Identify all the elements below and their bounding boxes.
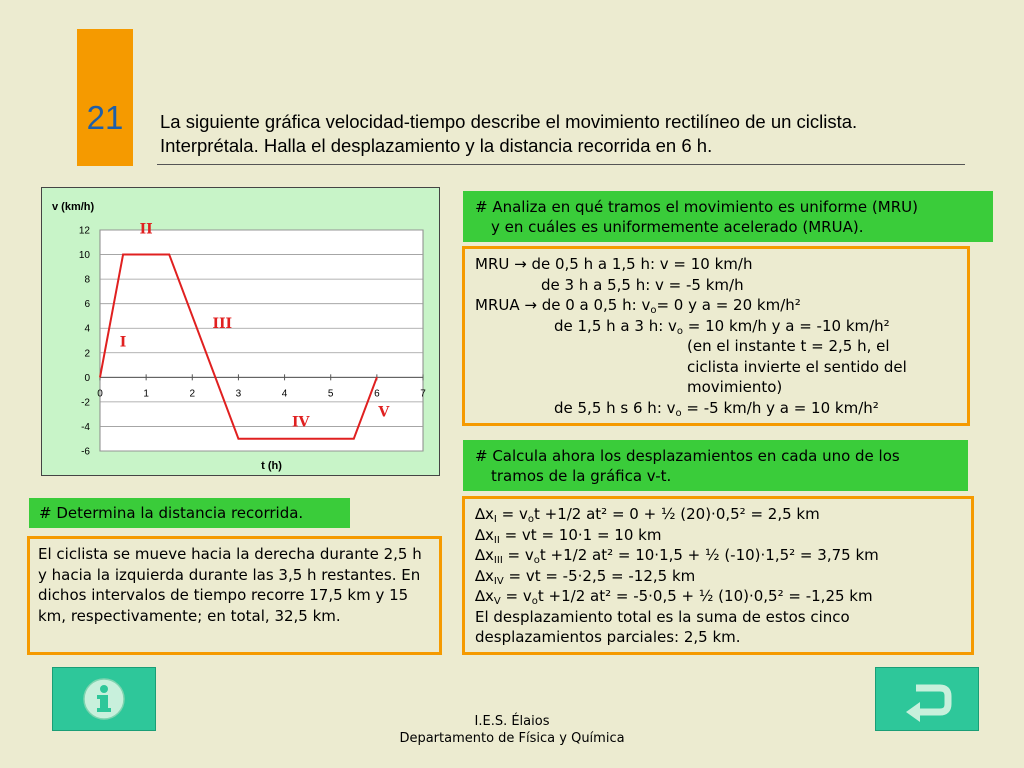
info-button[interactable] <box>52 667 156 731</box>
series-point <box>123 254 124 255</box>
y-tick-label: -2 <box>81 397 90 409</box>
segment-label: IV <box>292 414 310 431</box>
calc-header-box <box>463 440 968 491</box>
title-line-2: Interprétala. Halla el desplazamiento y la distancia recorrida en 6 h. <box>160 135 713 156</box>
slide-number: 21 <box>86 99 124 136</box>
dx-text-5: = v <box>500 587 532 605</box>
title-line-1: La siguiente gráfica velocidad-tiempo describe el movimiento rectilíneo de un ciclista. <box>160 111 858 132</box>
mrua-text-6: de 5,5 h s 6 h: v <box>554 398 676 417</box>
mru-line-2: de 3 h a 5,5 h: v = -5 km/h <box>541 275 744 294</box>
chart-svg <box>42 188 439 475</box>
segment-label: I <box>119 334 127 351</box>
mrua-text-1b: = 0 y a = 20 km/h² <box>656 296 801 314</box>
mrua-text-1: MRUA → de 0 a 0,5 h: v <box>475 296 651 314</box>
footer-school: I.E.S. Élaios <box>474 714 550 729</box>
y-tick-label: 4 <box>84 323 90 335</box>
x-tick-label: 0 <box>97 388 103 400</box>
distance-text-box <box>27 536 442 655</box>
info-icon <box>53 668 155 730</box>
mrua-text-6b: = -5 km/h y a = 10 km/h² <box>681 398 879 417</box>
analyze-header-line-1: # Analiza en qué tramos el movimiento es uniforme (MRU) <box>475 198 918 216</box>
segment-label: II <box>139 221 153 238</box>
y-tick-label: 8 <box>84 274 90 286</box>
footer <box>312 713 712 747</box>
distance-header: # Determina la distancia recorrida. <box>39 504 304 522</box>
dx-text-4: = vt = -5·2,5 = -12,5 km <box>503 566 696 585</box>
dx-text-3: = v <box>502 546 534 564</box>
dx-text-2: = vt = 10·1 = 10 km <box>499 525 662 544</box>
mrua-line-1: MRUA → de 0 a 0,5 h: $v_o= 0$ y a = 20 km/h² <box>475 296 801 316</box>
series-point <box>353 438 354 439</box>
segment-label: III <box>212 316 233 333</box>
distance-header-box <box>29 498 350 528</box>
series-point <box>169 254 170 255</box>
x-tick-label: 1 <box>143 388 149 400</box>
y-tick-label: 12 <box>78 225 90 237</box>
mrua-line-4: ciclista invierte el sentido del <box>687 357 907 376</box>
dx-line-2: $\Delta x_{II}$ = vt = 10·1 = 10 km <box>475 525 662 546</box>
distance-text: El ciclista se mueve hacia la derecha durante 2,5 h y hacia la izquierda durante las 3,5 h restantes. En dichos intervalos de tiempo recorre 17,5 km y 15 km, respectivamente; en total, 32,5 km. <box>38 545 422 625</box>
dx-text-1b: t +1/2 at² = 0 + ½ (20)·0,5² = 2,5 km <box>533 505 820 523</box>
y-tick-label: -6 <box>81 446 90 458</box>
mru-text-1: MRU → de 0,5 h a 1,5 h: v = 10 km/h <box>475 255 753 273</box>
back-button[interactable] <box>875 667 979 731</box>
y-tick-label: -4 <box>81 421 90 433</box>
y-tick-label: 10 <box>78 250 90 262</box>
x-tick-label: 4 <box>281 388 288 400</box>
y-tick-label: 6 <box>84 299 90 311</box>
dx-text-1: = v <box>496 505 528 523</box>
x-tick-label: 7 <box>420 388 426 400</box>
analyze-header-box <box>463 191 993 242</box>
total-line-2: desplazamientos parciales: 2,5 km. <box>475 628 741 646</box>
y-axis-label: v (km/h) <box>52 201 95 213</box>
mru-line-1 <box>475 254 959 275</box>
y-tick-label: 2 <box>84 348 90 360</box>
x-tick-label: 3 <box>235 388 242 400</box>
dx-text-5b: t +1/2 at² = -5·0,5 + ½ (10)·0,5² = -1,25 km <box>537 587 873 605</box>
segment-label: V <box>378 404 390 421</box>
mrua-text-2: de 1,5 h a 3 h: v <box>554 316 677 335</box>
slide-title <box>160 110 950 158</box>
series-point <box>238 438 239 439</box>
title-divider <box>157 164 965 165</box>
displacements-box <box>462 496 974 655</box>
return-arrow-icon <box>876 668 978 730</box>
dx-line-4: $\Delta x_{IV}$ = vt = -5·2,5 = -12,5 km <box>475 566 696 587</box>
analyze-header-line-2: y en cuáles es uniformemente acelerado (MRUA). <box>491 218 864 236</box>
dx-line-5: $\Delta x_V = v_ot +1/2$ at² = -5·0,5 + ½ (10)·0,5² = -1,25 km <box>475 587 873 607</box>
mrua-line-5: movimiento) <box>687 378 783 396</box>
dx-line-1: $\Delta x_I = v_ot +1/2$ at² = 0 + ½ (20)·0,5² = 2,5 km <box>475 505 820 525</box>
velocity-time-chart <box>41 187 440 476</box>
dx-line-3: $\Delta x_{III} = v_ot +1/2$ at² = 10·1,5 + ½ (-10)·1,5² = 3,75 km <box>475 546 879 566</box>
footer-department: Departamento de Física y Química <box>399 731 625 746</box>
mrua-line-2: de 1,5 h a 3 h: $v_o = 10$ km/h y a = -10 km/h² <box>554 316 890 337</box>
mrua-line-3: (en el instante t = 2,5 h, el <box>687 337 890 355</box>
mrua-text-2b: = 10 km/h y a = -10 km/h² <box>683 316 890 335</box>
series-point <box>100 377 101 378</box>
total-line-1: El desplazamiento total es la suma de estos cinco <box>475 607 850 626</box>
x-axis-label: t (h) <box>261 460 282 472</box>
x-tick-label: 6 <box>374 388 380 400</box>
x-tick-label: 5 <box>327 388 334 400</box>
dx-text-3b: t +1/2 at² = 10·1,5 + ½ (-10)·1,5² = 3,75 km <box>539 546 879 564</box>
slide-number-tag <box>77 29 133 166</box>
calc-header-line-1: # Calcula ahora los desplazamientos en cada uno de los <box>475 447 900 465</box>
x-tick-label: 2 <box>189 388 196 400</box>
series-point <box>376 377 377 378</box>
mrua-line-6: de 5,5 h s 6 h: $v_o = -5$ km/h y a = 10 km/h² <box>554 398 879 419</box>
calc-header-line-2: tramos de la gráfica v-t. <box>491 467 672 485</box>
motion-types-box <box>462 246 970 426</box>
y-tick-label: 0 <box>84 372 90 384</box>
plot-area <box>100 230 423 451</box>
